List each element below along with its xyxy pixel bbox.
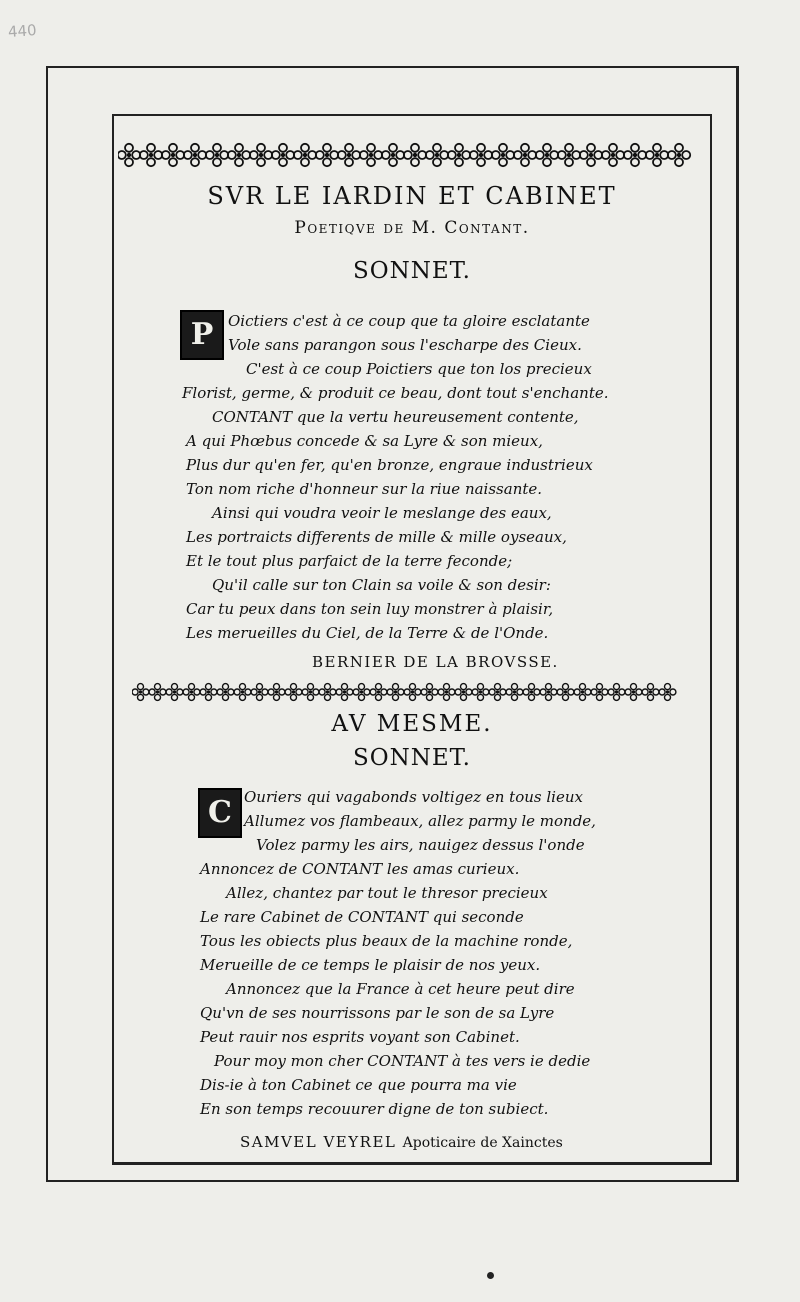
poem-line: Allez, chantez par tout le thresor precieux <box>226 884 548 902</box>
fleuron-ornament <box>536 144 558 166</box>
poem-line: C'est à ce coup Poictiers que ton los precieux <box>246 360 592 378</box>
fleuron-ornament <box>370 684 387 701</box>
section2-heading: SONNET. <box>353 745 471 771</box>
fleuron-ornament <box>319 684 336 701</box>
fleuron-ornament <box>234 684 251 701</box>
fleuron-ornament <box>206 144 228 166</box>
fleuron-ornament <box>642 684 659 701</box>
top-ornament-band <box>118 140 692 170</box>
fleuron-ornament <box>285 684 302 701</box>
poem-line: Florist, germe, & produit ce beau, dont tout s'enchante. <box>182 384 609 402</box>
fleuron-ornament <box>523 684 540 701</box>
fleuron-ornament <box>540 684 557 701</box>
fleuron-ornament <box>455 684 472 701</box>
poem-line: Allumez vos flambeaux, allez parmy le monde, <box>244 812 596 830</box>
fleuron-ornament <box>228 144 250 166</box>
fleuron-ornament <box>336 684 353 701</box>
fleuron-ornament <box>489 684 506 701</box>
poem-line: Ainsi qui voudra veoir le meslange des eaux, <box>212 504 552 522</box>
fleuron-ornament <box>250 144 272 166</box>
section1-title: SVR LE IARDIN ET CABINET <box>207 182 617 210</box>
fleuron-ornament <box>200 684 217 701</box>
fleuron-ornament <box>404 684 421 701</box>
fleuron-ornament <box>140 144 162 166</box>
poem-line: Oictiers c'est à ce coup que ta gloire esclatante <box>228 312 590 330</box>
fleuron-ornament <box>558 144 580 166</box>
fleuron-ornament <box>492 144 514 166</box>
fleuron-ornament <box>624 144 646 166</box>
fleuron-ornament <box>404 144 426 166</box>
fleuron-ornament <box>574 684 591 701</box>
fleuron-ornament <box>387 684 404 701</box>
poem-line: En son temps recouurer digne de ton subiect. <box>200 1100 549 1118</box>
fleuron-ornament <box>602 144 624 166</box>
fleuron-ornament <box>166 684 183 701</box>
fleuron-ornament <box>426 144 448 166</box>
fleuron-ornament <box>184 144 206 166</box>
poem-line: Tous les obiects plus beaux de la machine ronde, <box>200 932 573 950</box>
fleuron-ornament <box>557 684 574 701</box>
fleuron-ornament <box>421 684 438 701</box>
poem-line: Et le tout plus parfaict de la terre feconde; <box>186 552 513 570</box>
fleuron-ornament <box>659 684 676 701</box>
fleuron-ornament <box>183 684 200 701</box>
fleuron-ornament <box>338 144 360 166</box>
fleuron-ornament <box>580 144 602 166</box>
fleuron-ornament <box>591 684 608 701</box>
poem-line: Les portraicts differents de mille & mille oyseaux, <box>186 528 567 546</box>
poem-line: Annoncez que la France à cet heure peut dire <box>226 980 575 998</box>
fleuron-ornament <box>438 684 455 701</box>
fleuron-ornament <box>608 684 625 701</box>
page-number: 440 <box>7 21 38 41</box>
fleuron-ornament <box>294 144 316 166</box>
fleuron-ornament <box>162 144 184 166</box>
fleuron-ornament <box>470 144 492 166</box>
poem-line: Le rare Cabinet de CONTANT qui seconde <box>200 908 524 926</box>
section2-dropcap <box>198 788 242 838</box>
page-dot <box>487 1272 494 1279</box>
poem-line: CONTANT que la vertu heureusement contente, <box>212 408 579 426</box>
poem-line: A qui Phœbus concede & sa Lyre & son mieux, <box>186 432 543 450</box>
section1-subtitle: Poetiqve de M. Contant. <box>294 218 530 238</box>
fleuron-ornament <box>360 144 382 166</box>
poem-line: Vole sans parangon sous l'escharpe des Cieux. <box>228 336 582 354</box>
poem-line: Les merueilles du Ciel, de la Terre & de l'Onde. <box>186 624 549 642</box>
fleuron-ornament <box>118 144 140 166</box>
fleuron-ornament <box>132 684 149 701</box>
fleuron-ornament <box>625 684 642 701</box>
section2-signature <box>240 1133 563 1151</box>
fleuron-ornament <box>268 684 285 701</box>
poem-line: Dis-ie à ton Cabinet ce que pourra ma vie <box>200 1076 517 1094</box>
fleuron-ornament <box>302 684 319 701</box>
poem-line: Annoncez de CONTANT les amas curieux. <box>200 860 520 878</box>
fleuron-ornament <box>668 144 690 166</box>
fleuron-ornament <box>448 144 470 166</box>
poem-line: Ouriers qui vagabonds voltigez en tous lieux <box>244 788 583 806</box>
signature-name: SAMVEL VEYREL <box>240 1133 397 1151</box>
poem-line: Qu'vn de ses nourrissons par le son de sa Lyre <box>200 1004 555 1022</box>
fleuron-ornament <box>646 144 668 166</box>
fleuron-ornament <box>353 684 370 701</box>
fleuron-ornament <box>382 144 404 166</box>
section1-signature: BERNIER DE LA BROVSSE. <box>312 653 559 671</box>
dropcap-letter: P <box>190 317 214 352</box>
signature-title: Apoticaire de Xainctes <box>402 1135 563 1151</box>
poem-line: Pour moy mon cher CONTANT à tes vers ie dedie <box>214 1052 591 1070</box>
poem-line: Ton nom riche d'honneur sur la riue naissante. <box>186 480 543 498</box>
fleuron-ornament <box>272 144 294 166</box>
fleuron-ornament <box>217 684 234 701</box>
poem-line: Merueille de ce temps le plaisir de nos yeux. <box>200 956 541 974</box>
poem-line: Peut rauir nos esprits voyant son Cabinet. <box>200 1028 520 1046</box>
fleuron-ornament <box>472 684 489 701</box>
middle-ornament-band <box>132 682 680 702</box>
fleuron-ornament <box>316 144 338 166</box>
poem-line: Plus dur qu'en fer, qu'en bronze, engraue industrieux <box>186 456 593 474</box>
fleuron-ornament <box>149 684 166 701</box>
fleuron-ornament <box>514 144 536 166</box>
poem-line: Qu'il calle sur ton Clain sa voile & son desir: <box>212 576 551 594</box>
poem-line: Car tu peux dans ton sein luy monstrer à plaisir, <box>186 600 554 618</box>
section1-dropcap <box>180 310 224 360</box>
poem-line: Volez parmy les airs, nauigez dessus l'onde <box>256 836 585 854</box>
fleuron-ornament <box>251 684 268 701</box>
section1-heading: SONNET. <box>353 258 471 284</box>
dropcap-letter: C <box>208 795 232 830</box>
fleuron-ornament <box>506 684 523 701</box>
section2-title: AV MESME. <box>331 711 493 737</box>
